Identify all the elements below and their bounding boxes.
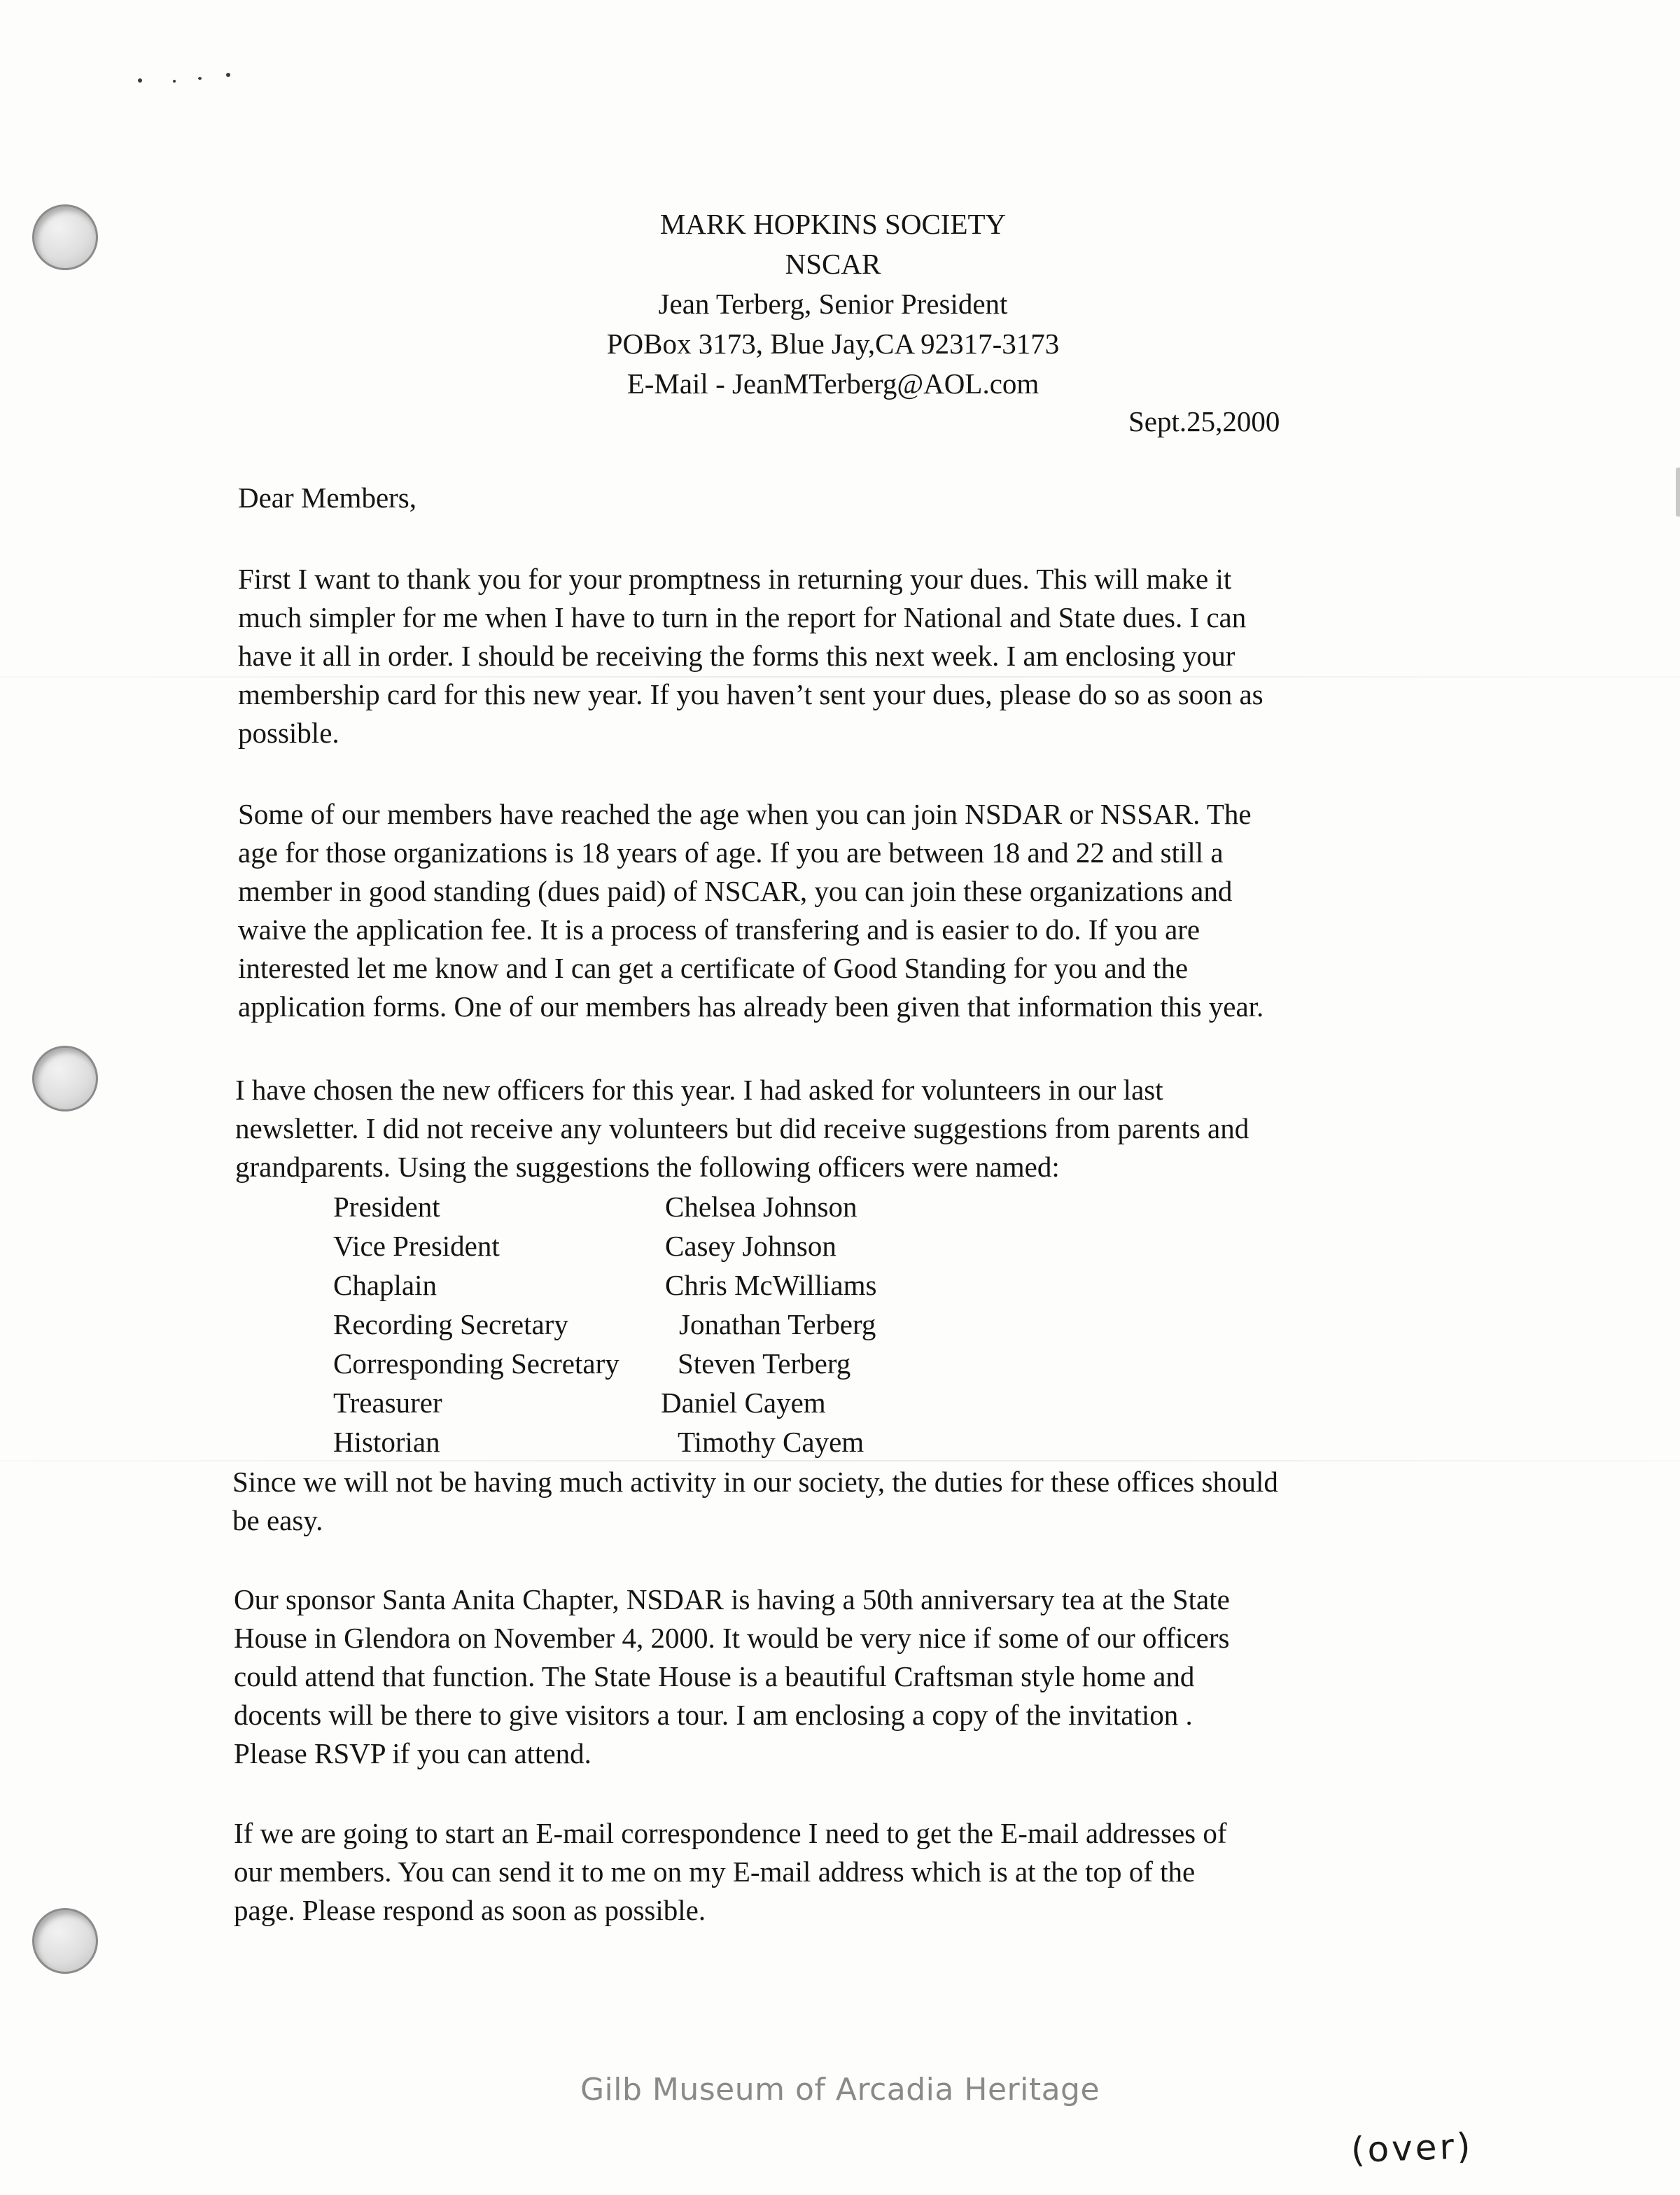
officer-row [333, 1265, 963, 1305]
scan-edge-mark [1676, 468, 1680, 517]
paragraph-line: First I want to thank you for your promptness in returning your dues. This will make it [238, 563, 1232, 595]
paragraph-line: House in Glendora on November 4, 2000. It would be very nice if some of our officers [234, 1622, 1230, 1654]
officer-title: Treasurer [333, 1387, 442, 1419]
officer-row [333, 1422, 963, 1461]
paragraph-line: page. Please respond as soon as possible. [234, 1894, 706, 1926]
paragraph-line: I have chosen the new officers for this year. I had asked for volunteers in our last [235, 1074, 1163, 1106]
paragraph-4 [232, 1463, 1278, 1540]
sender-email: E-Mail - JeanMTerberg@AOL.com [626, 367, 1040, 400]
paragraph-line: our members. You can send it to me on my E-mail address which is at the top of the [234, 1856, 1196, 1888]
paragraph-line: Please RSVP if you can attend. [234, 1737, 592, 1769]
paragraph-line: be easy. [232, 1504, 323, 1536]
paragraph-line: possible. [238, 717, 340, 749]
punch-hole-icon [32, 204, 98, 270]
officer-name: Chelsea Johnson [665, 1191, 858, 1223]
paragraph-line: application forms. One of our members has already been given that information this year. [238, 990, 1264, 1023]
paragraph-line: docents will be there to give visitors a tour. I am enclosing a copy of the invitation . [234, 1699, 1193, 1731]
handwritten-over-note: (over) [1350, 2125, 1474, 2171]
officer-name: Casey Johnson [665, 1230, 836, 1262]
officer-name: Steven Terberg [678, 1347, 851, 1380]
paragraph-line: membership card for this new year. If you haven’t sent your dues, please do so as soon as [238, 678, 1264, 710]
punch-hole-icon [32, 1046, 98, 1111]
officer-name: Chris McWilliams [665, 1269, 877, 1301]
paragraph-line: If we are going to start an E-mail correspondence I need to get the E-mail addresses of [234, 1817, 1227, 1849]
paragraph-line: newsletter. I did not receive any volunteers but did receive suggestions from parents and [235, 1112, 1250, 1144]
paragraph-line: grandparents. Using the suggestions the following officers were named: [235, 1151, 1060, 1183]
officer-row [333, 1344, 963, 1383]
officer-name: Daniel Cayem [661, 1387, 826, 1419]
museum-watermark: Gilb Museum of Arcadia Heritage [580, 2072, 1100, 2108]
officer-title: Recording Secretary [333, 1308, 568, 1340]
officer-title: Corresponding Secretary [333, 1347, 620, 1380]
punch-hole-icon [32, 1908, 98, 1974]
officer-row [333, 1187, 963, 1226]
organization-name: NSCAR [785, 248, 881, 280]
officer-title: Vice President [333, 1230, 500, 1262]
salutation: Dear Members, [238, 482, 417, 514]
officer-row [333, 1226, 963, 1265]
paragraph-line: Since we will not be having much activity in our society, the duties for these offices should [232, 1466, 1278, 1498]
paragraph-line: age for those organizations is 18 years of age. If you are between 18 and 22 and still a [238, 836, 1224, 869]
paragraph-line: waive the application fee. It is a process of transfering and is easier to do. If you are [238, 913, 1200, 946]
paragraph-line: Some of our members have reached the age when you can join NSDAR or NSSAR. The [238, 798, 1252, 830]
paragraph-line: could attend that function. The State House is a beautiful Craftsman style home and [234, 1660, 1195, 1692]
officers-list [333, 1187, 963, 1461]
officer-title: Historian [333, 1426, 440, 1458]
officer-name: Timothy Cayem [678, 1426, 864, 1458]
paragraph-line: much simpler for me when I have to turn in the report for National and State dues. I can [238, 601, 1247, 633]
paragraph-5 [234, 1580, 1230, 1773]
paragraph-line: member in good standing (dues paid) of NSCAR, you can join these organizations and [238, 875, 1233, 907]
paragraph-3 [235, 1071, 1249, 1186]
paragraph-6 [234, 1814, 1227, 1930]
officer-row [333, 1305, 963, 1344]
sender-address: POBox 3173, Blue Jay,CA 92317-3173 [606, 328, 1060, 360]
officer-row [333, 1383, 963, 1422]
officer-name: Jonathan Terberg [679, 1308, 876, 1340]
paragraph-2 [238, 795, 1264, 1026]
paragraph-line: have it all in order. I should be receiving the forms this next week. I am enclosing your [238, 640, 1236, 672]
paragraph-line: interested let me know and I can get a certificate of Good Standing for you and the [238, 952, 1189, 984]
officer-title: President [333, 1191, 440, 1223]
paragraph-1 [238, 560, 1264, 752]
letter-date: Sept.25,2000 [1128, 405, 1280, 437]
officer-title: Chaplain [333, 1269, 438, 1301]
scan-specks [136, 70, 248, 91]
letterhead [420, 204, 1246, 404]
paragraph-line: Our sponsor Santa Anita Chapter, NSDAR is having a 50th anniversary tea at the State [234, 1583, 1230, 1615]
society-name: MARK HOPKINS SOCIETY [659, 208, 1007, 240]
sender-name: Jean Terberg, Senior President [658, 288, 1008, 320]
